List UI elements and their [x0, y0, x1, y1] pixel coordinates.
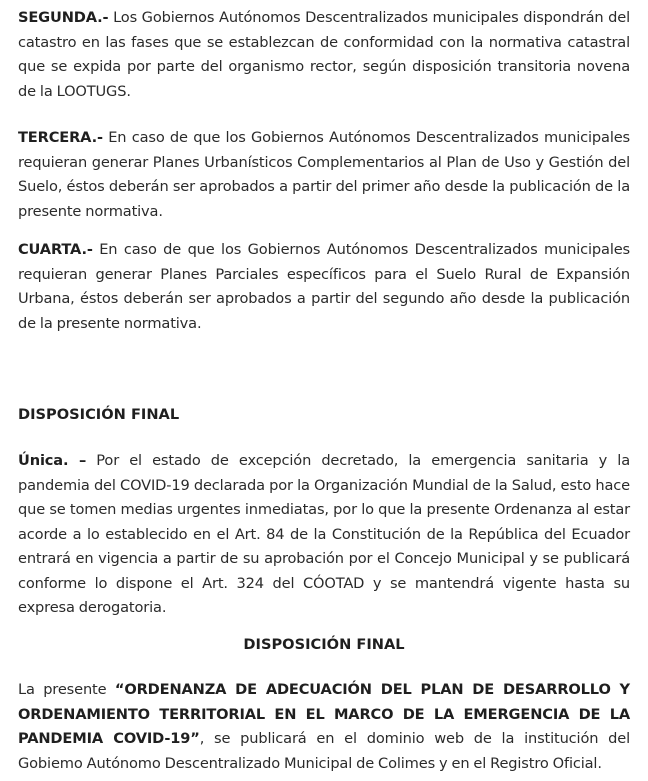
disposition-final-rest: , se publicará en el dominio web de la institución del Gobiemo Autónomo Descentralizado Municipal de Colimes y en el Registro Oficial. — [18, 730, 631, 772]
disposition-segunda — [18, 6, 630, 104]
disposition-cuarta — [18, 238, 630, 336]
disposicion-final-heading-1: DISPOSICIÓN FINAL — [18, 406, 180, 423]
disposition-segunda-label: SEGUNDA.- — [18, 9, 109, 26]
disposition-cuarta-text: En caso de que los Gobiernos Autónomos Descentralizados municipales requieran generar Planes Parciales específicos para el Suelo Rural de Expansión Urbana, éstos deberán ser aprobados a partir del segundo año desde la publicación de la presente normativa. — [18, 241, 630, 332]
disposition-tercera — [18, 126, 630, 224]
disposicion-final-heading-2: DISPOSICIÓN FINAL — [243, 636, 405, 653]
disposition-unica-text: Por el estado de excepción decretado, la emergencia sanitaria y la pandemia del COVID-19 declarada por la Organización Mundial de la Salud, esto hace que se tomen medias urgentes inmediatas, por lo que la presente Ordenanza al estar acorde a lo establecido en el Art. 84 de la Constitución de la República del Ecuador entrará en vigencia a partir de su aprobación por el Concejo Municipal y se publicará conforme lo dispone el Art. 324 del CÓOTAD y se mantendrá vigente hasta su expresa derogatoria. — [18, 452, 630, 616]
disposition-cuarta-label: CUARTA.- — [18, 241, 93, 258]
disposition-unica-label: Única. – — [18, 452, 87, 469]
disposition-tercera-label: TERCERA.- — [18, 129, 103, 146]
disposition-unica — [18, 449, 630, 621]
disposition-tercera-text: En caso de que los Gobiernos Autónomos Descentralizados municipales requieran generar Planes Urbanísticos Complementarios al Plan de Uso y Gestión del Suelo, éstos deberán ser aprobados a partir del primer año desde la publicación de la presente normativa. — [18, 129, 630, 220]
disposition-final-paragraph — [18, 678, 630, 776]
disposition-segunda-text: Los Gobiernos Autónomos Descentralizados municipales dispondrán del catastro en las fases que se establezcan de conformidad con la normativa catastral que se expida por parte del organismo rector, según disposición transitoria novena de la LOOTUGS. — [18, 9, 630, 100]
ordinance-title: “ORDENANZA DE ADECUACIÓN DEL PLAN DE DESARROLLO Y ORDENAMIENTO TERRITORIAL EN EL MARCO DE LA EMERGENCIA DE LA PANDEMIA COVID-19” — [18, 681, 630, 747]
disposition-final-intro: La presente — [18, 681, 107, 698]
